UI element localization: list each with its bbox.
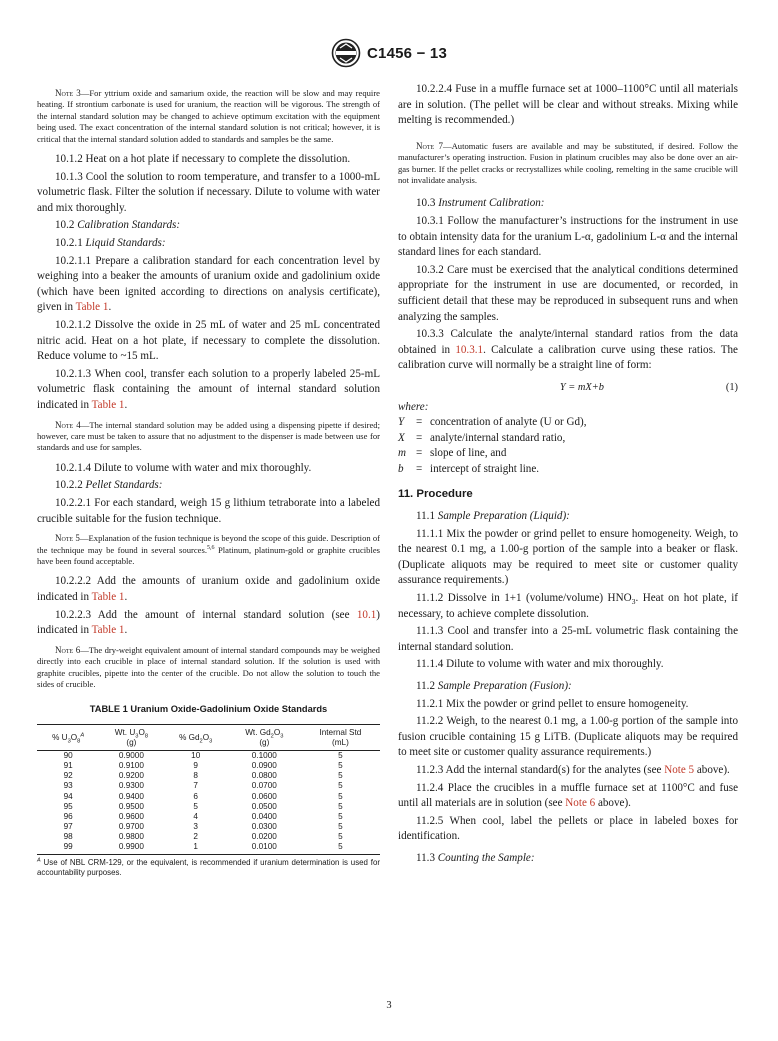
table-row — [37, 792, 380, 802]
heading-10-3: 10.3 Instrument Calibration: — [416, 197, 545, 210]
para-11-2-2: 11.2.2 Weigh, to the nearest 0.1 mg, a 1.00-g portion of the sample into fusion crucible containing 15 g LiTB. (Duplicate aliquots may be required to meet site or customer quality assurance requirements.) — [398, 715, 738, 759]
table-cell: 2 — [193, 831, 198, 841]
para-10-3-1: 10.3.1 Follow the manufacturer’s instructions for the instrument in use to obtain intensity data for the uranium L-α, gadolinium L-α and the internal standard lines for each standard. — [398, 215, 738, 259]
table-cell: 92 — [63, 771, 73, 781]
where-label: where: — [398, 400, 429, 413]
table-cell: 3 — [193, 821, 198, 831]
table-row — [37, 761, 380, 771]
para-11-1-3: 11.1.3 Cool and transfer into a 25-mL volumetric flask containing the internal standard solution. — [398, 625, 738, 653]
table-cell: 0.0600 — [251, 791, 277, 801]
table-cell: 5 — [338, 831, 343, 841]
para-11-2-3: 11.2.3 Add the internal standard(s) for the analytes (see Note 5 above). — [416, 764, 730, 776]
para-10-2-1-1: 10.2.1.1 Prepare a calibration standard for each concentration level by weighing into a beaker the amounts of uranium oxide and gadolinium oxide (which have been ignited according to directions on analysis certificate), given in Table 1. — [37, 254, 380, 314]
table-cell: 0.9500 — [118, 801, 144, 811]
section-10-1-link[interactable]: 10.1 — [356, 608, 377, 621]
para-11-2-1: 11.2.1 Mix the powder or grind pellet to ensure homogeneity. — [416, 697, 689, 710]
variable-symbol: b — [398, 462, 404, 475]
note-5: Note 5—Explanation of the fusion technique is beyond the scope of this guide. Description of the technique may be found in several sources.$^{5,6}$ Platinum, platinum-gold or graphite crucibles have been found acceptable. — [37, 533, 380, 566]
heading-10-2-2: 10.2.2 Pellet Standards: — [55, 479, 163, 492]
para-10-2-2-4: 10.2.2.4 Fuse in a muffle furnace set at 1000–1100°C until all materials are in solution. (The pellet will be clear and without streaks. Mixing while melting is recommended.) — [398, 83, 738, 127]
astm-logo-icon — [331, 38, 361, 68]
note-4: Note 4—The internal standard solution may be added using a dispensing pipette if desired; however, care must be taken to assure that no adjustment to the dispenser is made between use for standards and use for samples. — [37, 419, 380, 453]
variable-definition — [398, 446, 738, 462]
variable-definition — [398, 462, 738, 478]
heading-11-1: 11.1 Sample Preparation (Liquid): — [416, 510, 570, 523]
table-row — [37, 751, 380, 762]
table-cell: 0.0500 — [251, 801, 277, 811]
col-header-u3o8-wt: Wt. $U_3O_8$ (g) — [99, 724, 163, 750]
table-cell: 5 — [338, 791, 343, 801]
table-cell: 6 — [193, 791, 198, 801]
table-cell: 0.9400 — [118, 791, 144, 801]
table-cell: 4 — [193, 811, 198, 821]
variable-definition — [398, 431, 738, 447]
table-header-row — [37, 724, 380, 750]
table-cell: 5 — [338, 761, 343, 771]
table-row — [37, 812, 380, 822]
table-row — [37, 822, 380, 832]
table-cell: 0.9300 — [118, 781, 144, 791]
para-10-3-2: 10.3.2 Care must be exercised that the analytical conditions determined appropriate for the instrument in use are documented, or recorded, in sufficient detail that these may be reproduced in subsequent runs and when analyzing the samples. — [398, 263, 738, 323]
para-11-1-2: 11.1.2 Dissolve in 1+1 (volume/volume) $HNO_3$. Heat on hot plate, if necessary, to achieve complete dissolution. — [398, 592, 738, 620]
table-1 — [37, 724, 380, 855]
variable-symbol: m — [398, 447, 407, 460]
variable-list — [398, 415, 738, 477]
equation-number: (1) — [725, 381, 738, 393]
table-cell: 5 — [338, 811, 343, 821]
table-cell: 0.0900 — [251, 761, 277, 771]
equation-1: Y = mX+b (1) — [398, 380, 738, 396]
left-column — [37, 82, 380, 878]
table-cell: 0.9800 — [118, 831, 144, 841]
col-header-gd2o3-pct: % $Gd_2O_3$ — [164, 724, 228, 750]
variable-description: concentration of analyte (U or Gd), — [430, 416, 587, 429]
para-10-2-2-2: 10.2.2.2 Add the amounts of uranium oxide and gadolinium oxide indicated in Table 1. — [37, 575, 380, 603]
variable-symbol: Y — [398, 416, 405, 429]
table-cell: 0.0700 — [251, 781, 277, 791]
variable-description: slope of line, and — [430, 447, 507, 460]
table-1-title: TABLE 1 Uranium Oxide-Gadolinium Oxide Standards — [89, 704, 328, 715]
right-column — [398, 82, 738, 869]
table-cell: 5 — [338, 781, 343, 791]
table-1-link[interactable]: Table 1 — [91, 624, 125, 637]
table-cell: 5 — [301, 842, 380, 855]
col-header-gd2o3-wt: Wt. $Gd_2O_3$ (g) — [228, 724, 301, 750]
para-10-3-3: 10.3.3 Calculate the analyte/internal standard ratios from the data obtained in 10.3.1. Calculate a calibration curve using these ratios. The calibration curve will normally be a straight line of form: — [398, 328, 738, 372]
table-cell: 0.9000 — [118, 751, 144, 761]
para-10-2-2-3: 10.2.2.3 Add the amount of internal standard solution (see 10.1) indicated in Table 1. — [37, 608, 380, 637]
table-cell: 99 — [37, 842, 99, 855]
table-cell: 0.9900 — [99, 842, 163, 855]
table-cell: 95 — [63, 801, 73, 811]
section-11-heading: 11. Procedure — [398, 487, 473, 500]
para-10-1-2: 10.1.2 Heat on a hot plate if necessary to complete the dissolution. — [55, 153, 351, 166]
page-header — [0, 38, 778, 68]
table-1-link[interactable]: Table 1 — [91, 398, 125, 411]
table-cell: 7 — [193, 781, 198, 791]
variable-symbol: X — [398, 431, 405, 444]
table-cell: 0.0100 — [228, 842, 301, 855]
table-row — [37, 802, 380, 812]
table-1-link[interactable]: Table 1 — [91, 590, 125, 603]
table-row — [37, 771, 380, 781]
table-cell: 5 — [193, 801, 198, 811]
equals-sign: = — [416, 431, 423, 444]
heading-11-3: 11.3 Counting the Sample: — [416, 851, 535, 864]
note-3: Note 3—For yttrium oxide and samarium oxide, the reaction will be slow and may require heating. If strontium carbonate is used for uranium, the reaction will be vigorous. The strength of the internal standard solution may be changed to achieve optimum excitation with the equipment being used. The exact concentration of the internal standard solution is not critical; however, it is critical that the internal standard solution added to standards and samples be the same. — [37, 88, 380, 144]
table-cell: 0.0400 — [251, 811, 277, 821]
document-id: C1456 − 13 — [367, 44, 447, 62]
para-10-1-3: 10.1.3 Cool the solution to room temperature, and transfer to a 1000-mL volumetric flask. Filter the solution if necessary. Dilute to volume with water and mix thoroughly. — [37, 170, 380, 214]
table-1-link[interactable]: Table 1 — [75, 301, 109, 314]
section-10-3-1-link[interactable]: 10.3.1 — [455, 343, 484, 356]
table-cell: 94 — [63, 791, 73, 801]
table-cell: 10 — [191, 751, 201, 761]
note-6: Note 6—The dry-weight equivalent amount of internal standard compounds may be weighed directly into each crucible in place of internal standard solution. If the solution is used with graphite crucibles, pipette into the center of the crucible. Do not allow the solution to touch the sides of crucible. — [37, 644, 380, 689]
table-cell: 97 — [63, 821, 73, 831]
equals-sign: = — [416, 462, 423, 475]
table-cell: 5 — [338, 771, 343, 781]
page-number: 3 — [386, 1000, 392, 1011]
variable-description: analyte/internal standard ratio, — [430, 431, 566, 444]
table-cell: 8 — [193, 771, 198, 781]
para-10-2-2-1: 10.2.2.1 For each standard, weigh 15 g lithium tetraborate into a labeled crucible suitable for the fusion technique. — [37, 496, 380, 525]
table-cell: 0.0200 — [251, 831, 277, 841]
heading-10-2-1: 10.2.1 Liquid Standards: — [55, 237, 166, 249]
table-cell: 0.0800 — [251, 771, 277, 781]
table-cell: 1 — [164, 842, 228, 855]
table-cell: 0.9200 — [118, 771, 144, 781]
para-11-2-5: 11.2.5 When cool, label the pellets or place in labeled boxes for identification. — [398, 814, 738, 843]
table-cell: 90 — [63, 751, 73, 761]
table-cell: 0.9100 — [118, 761, 144, 771]
table-cell: 93 — [63, 781, 73, 791]
table-body — [37, 751, 380, 855]
note-6-link[interactable]: Note 6 — [565, 797, 596, 810]
table-cell: 5 — [338, 751, 343, 761]
table-cell: 5 — [338, 821, 343, 831]
table-cell: 0.1000 — [251, 751, 277, 761]
heading-11-2: 11.2 Sample Preparation (Fusion): — [416, 680, 572, 693]
table-row — [37, 842, 380, 855]
table-row — [37, 832, 380, 842]
para-10-2-1-4: 10.2.1.4 Dilute to volume with water and mix thoroughly. — [55, 461, 312, 474]
heading-10-2: 10.2 Calibration Standards: — [55, 219, 181, 232]
note-7: Note 7—Automatic fusers are available and may be substituted, if desired. Follow the manufacturer’s operating instruction. Fusion in platinum crucibles may also be done over an air-gas burner. If the pellet cracks or recrystallizes while cooling, remelting in the same crucible will not invalidate analysis. — [398, 140, 738, 185]
para-10-2-1-2: 10.2.1.2 Dissolve the oxide in 25 mL of water and 25 mL concentrated nitric acid. Heat on a hot plate, if necessary to complete the dissolution. Reduce volume to ~15 mL. — [37, 318, 380, 363]
para-11-1-4: 11.1.4 Dilute to volume with water and mix thoroughly. — [416, 658, 664, 671]
note-5-link[interactable]: Note 5 — [664, 764, 695, 776]
table-cell: 0.0300 — [251, 821, 277, 831]
table-cell: 91 — [63, 761, 73, 771]
table-cell: 98 — [63, 831, 73, 841]
equals-sign: = — [416, 447, 423, 460]
para-11-2-4: 11.2.4 Place the crucibles in a muffle furnace set at 1100°C and fuse until all materials are in solution (see Note 6 above). — [398, 781, 738, 810]
para-10-2-1-3: 10.2.1.3 When cool, transfer each solution to a properly labeled 25-mL volumetric flask containing the amount of internal standard solution indicated in Table 1. — [37, 367, 380, 411]
equals-sign: = — [416, 416, 423, 429]
variable-definition — [398, 415, 738, 431]
table-cell: 96 — [63, 811, 73, 821]
table-footnote: $^A$ Use of NBL CRM-129, or the equivalent, is recommended if uranium determination is used for accountability purposes. — [37, 857, 380, 878]
table-cell: 5 — [338, 801, 343, 811]
table-cell: 0.9700 — [118, 821, 144, 831]
col-header-internal-std: Internal Std (mL) — [301, 724, 380, 750]
col-header-u3o8-pct: % $U_3O_8^A$ — [37, 724, 99, 750]
table-row — [37, 781, 380, 791]
variable-description: intercept of straight line. — [430, 462, 540, 475]
para-11-1-1: 11.1.1 Mix the powder or grind pellet to ensure homogeneity. Weigh, to the nearest 0.1 mg, a 1.00-g portion of the sample into a beaker or flask. (Duplicate aliquots may be required to meet site or customer quality assurance requirements.) — [398, 527, 738, 587]
table-cell: 9 — [193, 761, 198, 771]
table-cell: 0.9600 — [118, 811, 144, 821]
